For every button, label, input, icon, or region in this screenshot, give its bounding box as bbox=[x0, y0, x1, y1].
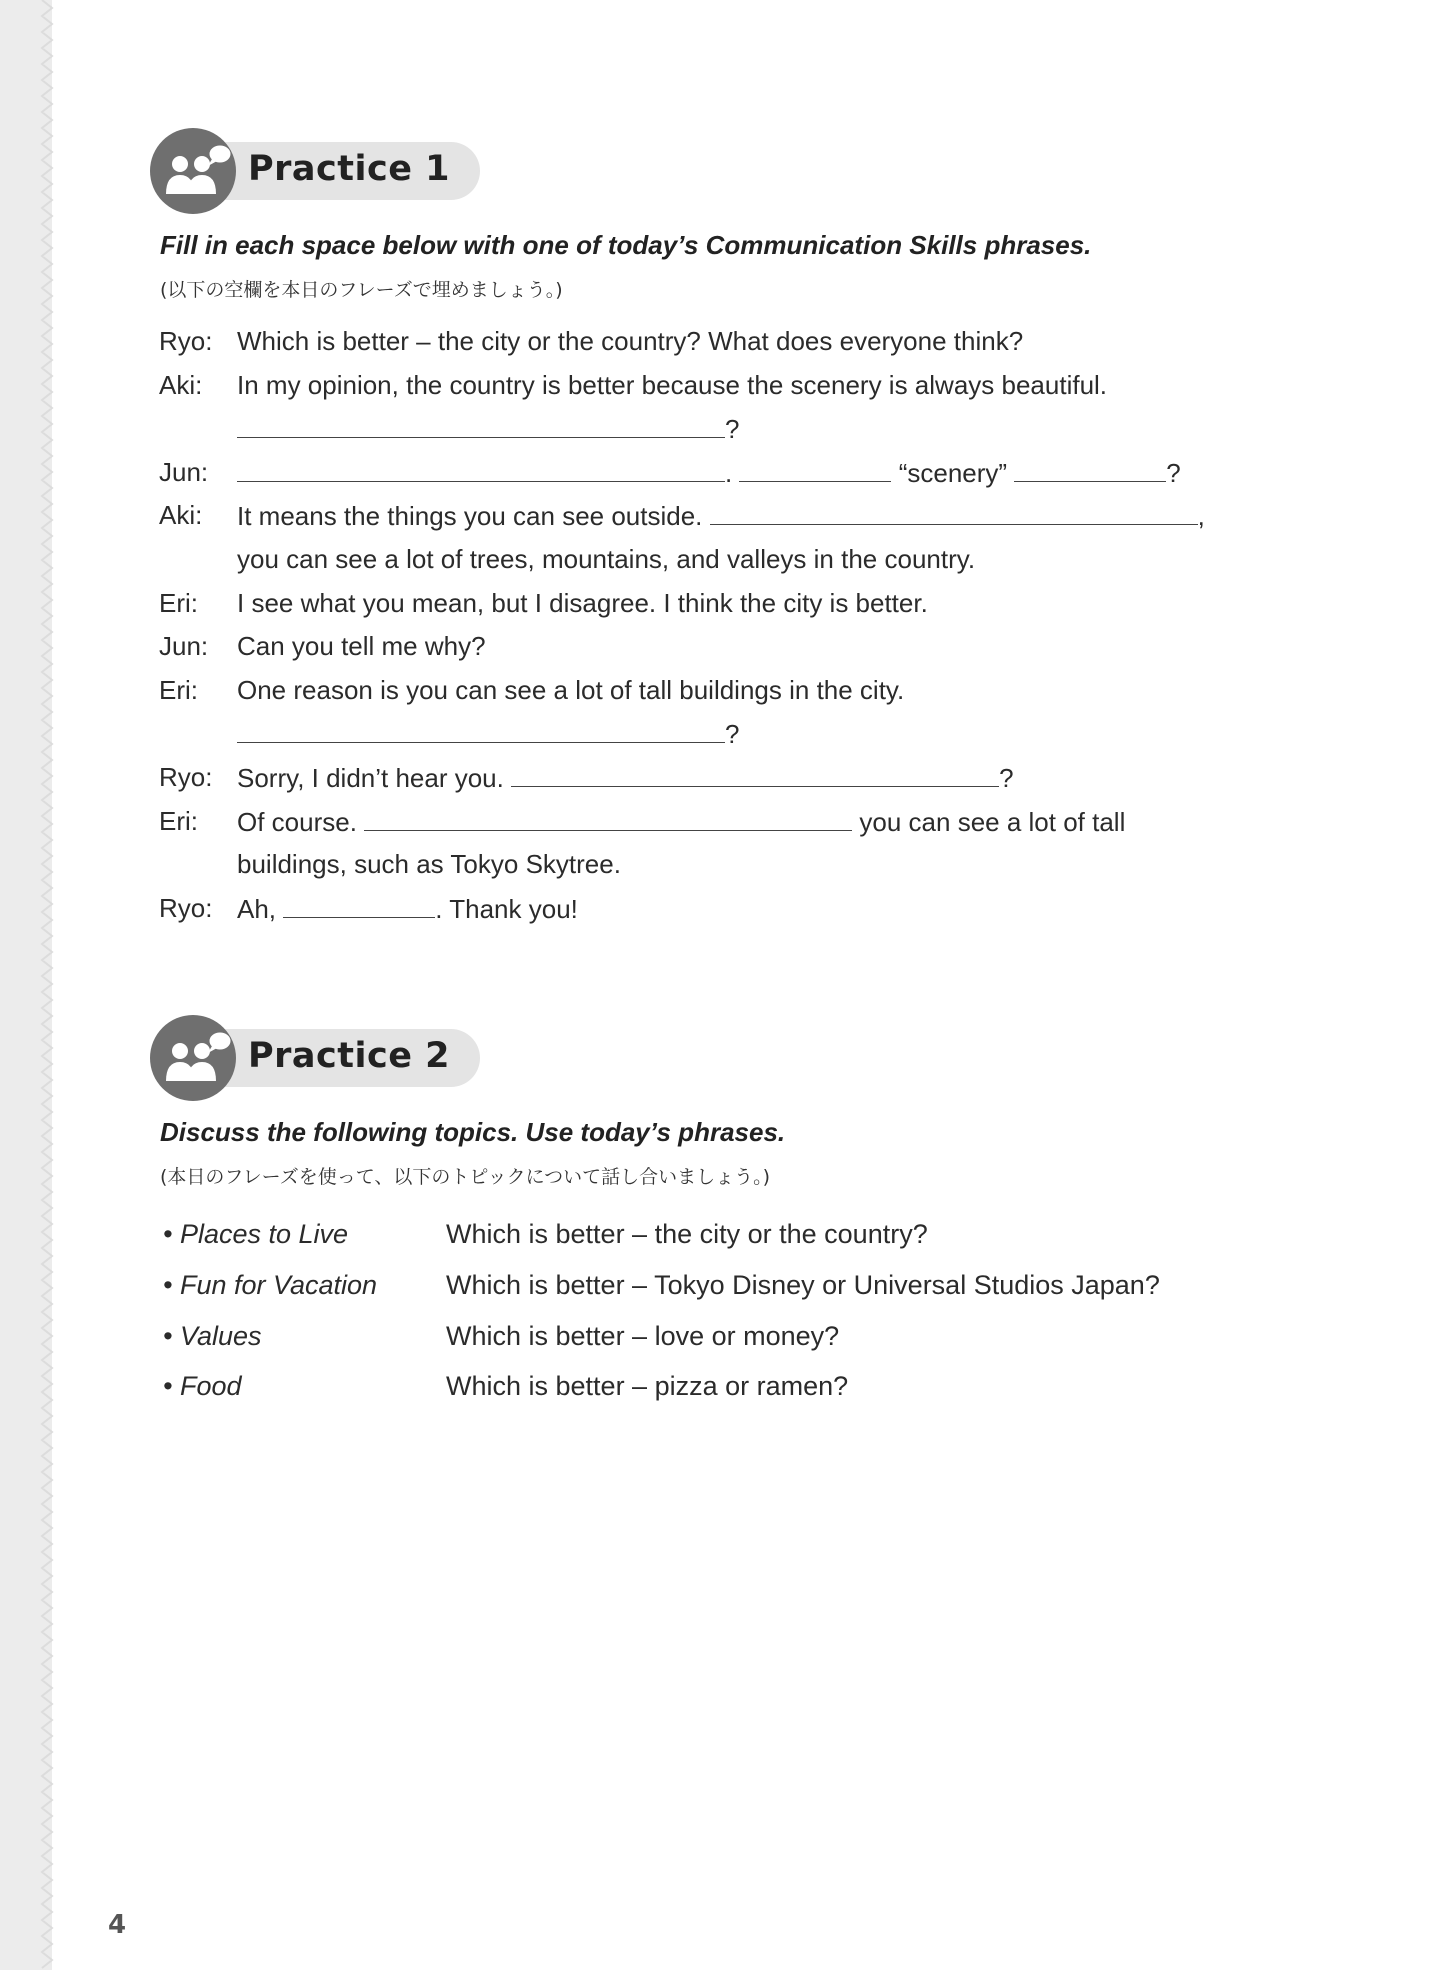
answer-blank[interactable] bbox=[710, 500, 1198, 525]
answer-blank[interactable] bbox=[1014, 457, 1166, 482]
speaker: Aki: bbox=[159, 500, 203, 530]
dialogue-line bbox=[237, 413, 739, 445]
practice2-header bbox=[150, 1015, 480, 1101]
speaker: Jun: bbox=[159, 631, 209, 661]
answer-blank[interactable] bbox=[237, 457, 725, 482]
answer-blank[interactable] bbox=[511, 762, 999, 787]
practice1-people-icon bbox=[150, 128, 236, 214]
speaker: Jun: bbox=[159, 457, 209, 487]
answer-blank[interactable] bbox=[283, 893, 435, 918]
speaker: Ryo: bbox=[159, 762, 213, 792]
speaker: Eri: bbox=[159, 806, 198, 836]
topic-question: Which is better – the city or the country? bbox=[446, 1219, 928, 1249]
practice2-people-icon bbox=[150, 1015, 236, 1101]
practice2-instruction: Discuss the following topics. Use today’s phrases. bbox=[160, 1117, 786, 1147]
practice1-header bbox=[150, 128, 480, 214]
speaker: Ryo: bbox=[159, 893, 213, 923]
dialogue-text: It means the things you can see outside. bbox=[237, 501, 703, 531]
dialogue-text: you can see a lot of trees, mountains, and valleys in the country. bbox=[237, 544, 976, 574]
topic-label: • Fun for Vacation bbox=[163, 1270, 378, 1300]
quoted-word: “scenery” bbox=[898, 458, 1008, 488]
dialogue-line bbox=[237, 718, 739, 750]
zigzag-edge-icon bbox=[40, 0, 54, 1970]
speaker: Aki: bbox=[159, 370, 203, 400]
dialogue-text: buildings, such as Tokyo Skytree. bbox=[237, 849, 621, 879]
answer-blank[interactable] bbox=[237, 413, 725, 438]
answer-blank[interactable] bbox=[237, 718, 725, 743]
topic-question: Which is better – pizza or ramen? bbox=[446, 1371, 849, 1401]
dialogue-text: . Thank you! bbox=[435, 894, 578, 924]
answer-blank[interactable] bbox=[364, 806, 852, 831]
dialogue-text: Sorry, I didn’t hear you. bbox=[237, 763, 504, 793]
punctuation: ? bbox=[725, 719, 740, 749]
dialogue-text: In my opinion, the country is better because the scenery is always beautiful. bbox=[237, 370, 1108, 400]
punctuation: ? bbox=[725, 414, 740, 444]
speaker: Eri: bbox=[159, 588, 198, 618]
punctuation: ? bbox=[1166, 458, 1181, 488]
punctuation: , bbox=[1197, 501, 1205, 531]
punctuation: . bbox=[725, 458, 733, 488]
topic-question: Which is better – Tokyo Disney or Universal Studios Japan? bbox=[446, 1270, 1160, 1300]
punctuation: ? bbox=[999, 763, 1014, 793]
practice1-title: Practice 1 bbox=[248, 149, 451, 189]
speaker: Eri: bbox=[159, 675, 198, 705]
dialogue-text: Of course. bbox=[237, 807, 357, 837]
topic-label: • Values bbox=[163, 1321, 262, 1351]
practice2-title: Practice 2 bbox=[248, 1036, 451, 1076]
practice1-instruction-jp: (以下の空欄を本日のフレーズで埋めましょう。) bbox=[160, 279, 563, 301]
speaker: Ryo: bbox=[159, 326, 213, 356]
topic-label: • Food bbox=[163, 1371, 242, 1401]
page-number: 4 bbox=[108, 1910, 127, 1940]
dialogue-text: One reason is you can see a lot of tall buildings in the city. bbox=[237, 675, 905, 705]
topic-label: • Places to Live bbox=[163, 1219, 349, 1249]
dialogue-text: Can you tell me why? bbox=[237, 631, 486, 661]
practice1-instruction: Fill in each space below with one of today’s Communication Skills phrases. bbox=[160, 230, 1092, 260]
dialogue-text: you can see a lot of tall bbox=[859, 807, 1126, 837]
dialogue-text: Which is better – the city or the country? What does everyone think? bbox=[237, 326, 1024, 356]
dialogue-text: Ah, bbox=[237, 894, 277, 924]
answer-blank[interactable] bbox=[739, 457, 891, 482]
dialogue-text: I see what you mean, but I disagree. I think the city is better. bbox=[237, 588, 928, 618]
topic-question: Which is better – love or money? bbox=[446, 1321, 840, 1351]
page-edge-strip bbox=[0, 0, 52, 1970]
practice2-instruction-jp: (本日のフレーズを使って、以下のトピックについて話し合いましょう。) bbox=[160, 1166, 771, 1188]
